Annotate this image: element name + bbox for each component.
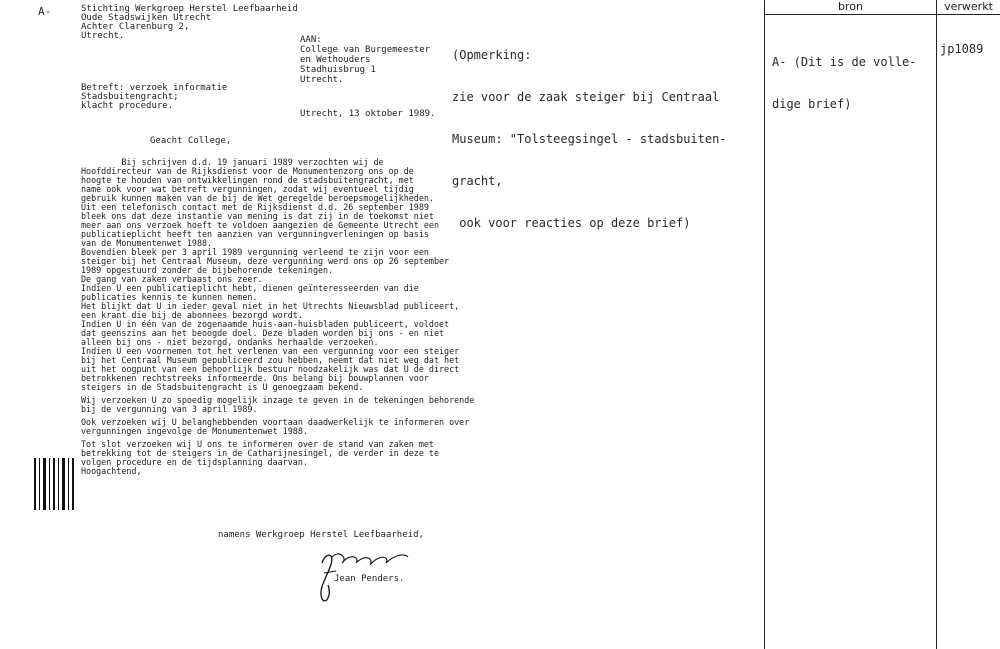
body-line: alleen bij ons - niet bezorgd, ondanks herhaalde verzoeken. <box>81 337 379 347</box>
remark-line: gracht, <box>452 174 503 188</box>
bron-cell <box>772 27 917 139</box>
addressee-line: Utrecht. <box>300 75 344 85</box>
verwerkt-cell: jp1089 <box>940 42 984 56</box>
body-line: hoogte te houden van ontwikkelingen rond de stadsbuitengracht, met <box>81 175 414 185</box>
subject-line: klacht procedure. <box>81 101 174 111</box>
body-line: bij de vergunning van 3 april 1989. <box>81 404 258 414</box>
body-line: uit het oogpunt van een behoorlijk bestuur noodzakelijk was dat U de direct <box>81 364 460 374</box>
body-line: Wij verzoeken U zo spoedig mogelijk inzage te geven in de tekeningen behorende <box>81 395 475 405</box>
body-line: meer aan ons verzoek hoeft te voldoen aangezien de Gemeente Utrecht een <box>81 220 439 230</box>
sender-line: Oude Stadswijken Utrecht <box>81 13 212 23</box>
body-line: van de Monumentenwet 1988. <box>81 238 213 248</box>
addressee-line: en Wethouders <box>300 55 371 65</box>
body-line: Ook verzoeken wij U belanghebbenden voortaan daadwerkelijk te informeren over <box>81 417 470 427</box>
body-line: Bij schrijven d.d. 19 januari 1989 verzochten wij de <box>81 157 384 167</box>
sender-line: Achter Clarenburg 2, <box>81 22 190 32</box>
body-line: Hoogachtend, <box>81 466 142 476</box>
table-header-rule <box>764 14 1000 15</box>
body-line: Indien U een publicatieplicht hebt, dienen geïnteresseerden van die <box>81 283 419 293</box>
body-line: bij het Centraal Museum gepubliceerd zou hebben, neemt dat niet weg dat het <box>81 355 460 365</box>
document-marker: A- <box>38 5 52 18</box>
body-line: Indien U een voornemen tot het verlenen van een vergunning voor een steiger <box>81 346 460 356</box>
body-line: bleek ons dat deze instantie van mening is dat zij in de toekomst niet <box>81 211 434 221</box>
column-header-bron: bron <box>838 0 863 13</box>
body-line: Hoofddirecteur van de Rijksdienst voor de Monumentenzorg ons op de <box>81 166 414 176</box>
remark-line: zie voor de zaak steiger bij Centraal <box>452 90 720 104</box>
body-line: publicaties kennis te kunnen nemen. <box>81 292 258 302</box>
body-line: Het blijkt dat U in ieder geval niet in het Utrechts Nieuwsblad publiceert, <box>81 301 460 311</box>
letter-body <box>81 157 475 476</box>
signatory-name: Jean Penders. <box>334 574 405 584</box>
body-line: Bovendien bleek per 3 april 1989 vergunning verleend te zijn voor een <box>81 247 429 257</box>
body-line: publicatieplicht heeft ten aanzien van vergunningverleningen op basis <box>81 229 429 239</box>
body-line: steiger bij het Centraal Museum, deze vergunning werd ons op 26 september <box>81 256 450 266</box>
remark-line: (Opmerking: <box>452 48 532 62</box>
body-line: steigers in de Stadsbuitengracht is U genoegzaam bekend. <box>81 382 364 392</box>
table-column-divider <box>936 0 937 649</box>
closing-line: namens Werkgroep Herstel Leefbaarheid, <box>218 530 424 540</box>
addressee-line: Stadhuisbrug 1 <box>300 65 376 75</box>
sender-line: Stichting Werkgroep Herstel Leefbaarheid <box>81 4 298 14</box>
remark-line: Museum: "Tolsteegsingel - stadsbuiten- <box>452 132 727 146</box>
bron-line: dige brief) <box>772 97 852 111</box>
body-line: name ook voor wat betreft vergunningen, zodat wij eventueel tijdig <box>81 184 414 194</box>
body-line: betrokkenen rechtstreeks informeerde. Ons belang bij bouwplannen voor <box>81 373 429 383</box>
body-line: gebruik kunnen maken van de bij de Wet geregelde beroepsmogelijkheden. <box>81 193 434 203</box>
letter-date: Utrecht, 13 oktober 1989. <box>300 109 436 119</box>
column-header-verwerkt: verwerkt <box>944 0 993 13</box>
bron-line: A- (Dit is de volle- <box>772 55 917 69</box>
addressee-line: AAN: <box>300 35 322 45</box>
body-line: De gang van zaken verbaast ons zeer. <box>81 274 263 284</box>
body-line: een krant die bij de abonnees bezorgd wordt. <box>81 310 303 320</box>
remark-line: ook voor reacties op deze brief) <box>452 216 691 230</box>
body-line: volgen procedure en de tijdsplanning daarvan. <box>81 457 308 467</box>
handwritten-remark <box>452 20 727 258</box>
body-line: Tot slot verzoeken wij U ons te informeren over de stand van zaken met <box>81 439 434 449</box>
body-line: Indien U in één van de zogenaamde huis-aan-huisbladen publiceert, voldoet <box>81 319 450 329</box>
body-line: betrekking tot de steigers in de Catharijnesingel, de verder in deze te <box>81 448 439 458</box>
addressee-line: College van Burgemeester <box>300 45 431 55</box>
body-line: Uit een telefonisch contact met de Rijksdienst d.d. 26 september 1989 <box>81 202 429 212</box>
body-line: vergunningen ingevolge de Monumentenwet 1988. <box>81 426 308 436</box>
table-border-left <box>764 0 765 649</box>
salutation: Geacht College, <box>150 136 232 146</box>
subject-line: Betreft: verzoek informatie <box>81 83 228 93</box>
barcode-stamp <box>33 458 75 510</box>
subject-line: Stadsbuitengracht; <box>81 92 179 102</box>
body-line: dat geenszins aan het beoogde doel. Deze bladen worden bij ons - en niet <box>81 328 445 338</box>
body-line: 1989 opgestuurd zonder de bijbehorende tekeningen. <box>81 265 334 275</box>
sender-line: Utrecht. <box>81 31 125 41</box>
